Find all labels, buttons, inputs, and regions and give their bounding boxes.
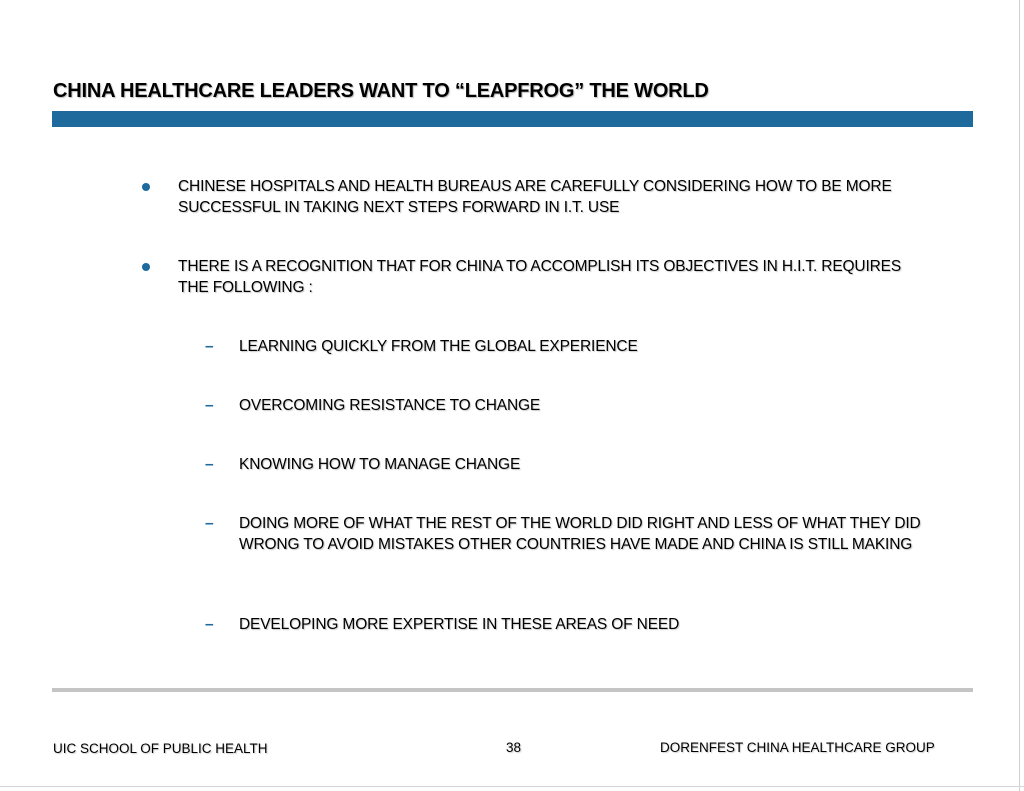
dash-icon: –: [205, 338, 214, 355]
dash-icon: –: [205, 456, 214, 473]
slide-title: CHINA HEALTHCARE LEADERS WANT TO “LEAPFROG” THE WORLD: [53, 80, 709, 102]
footer-left-text: UIC SCHOOL OF PUBLIC HEALTH: [53, 741, 268, 756]
sub-bullet-text: OVERCOMING RESISTANCE TO CHANGE: [239, 397, 541, 414]
sub-bullet-text: LEARNING QUICKLY FROM THE GLOBAL EXPERIENCE: [239, 338, 638, 355]
bullet-text: CHINESE HOSPITALS AND HEALTH BUREAUS ARE CAREFULLY CONSIDERING HOW TO BE MORE SUCCESSFUL IN TAKING NEXT STEPS FORWARD IN I.T. USE: [178, 178, 892, 216]
page-number: 38: [506, 740, 522, 755]
slide-edge-right: [1019, 0, 1020, 791]
dash-icon: –: [205, 397, 214, 414]
footer-right-text: DORENFEST CHINA HEALTHCARE GROUP: [660, 740, 935, 755]
bullet-dot-icon: [142, 263, 150, 271]
dash-icon: –: [205, 616, 214, 633]
dash-icon: –: [205, 515, 214, 532]
sub-bullet-text: DOING MORE OF WHAT THE REST OF THE WORLD DID RIGHT AND LESS OF WHAT THEY DID WRONG TO AVOID MISTAKES OTHER COUNTRIES HAVE MADE AND CHINA IS STILL MAKING: [239, 515, 921, 553]
sub-bullet-text: DEVELOPING MORE EXPERTISE IN THESE AREAS OF NEED: [239, 616, 680, 633]
sub-bullet-text: KNOWING HOW TO MANAGE CHANGE: [239, 456, 521, 473]
bullet-text: THERE IS A RECOGNITION THAT FOR CHINA TO ACCOMPLISH ITS OBJECTIVES IN H.I.T. REQUIRES THE FOLLOWING :: [178, 258, 902, 296]
footer-divider: [52, 688, 973, 692]
title-accent-bar: [52, 111, 973, 127]
bullet-dot-icon: [142, 183, 150, 191]
slide-edge-bottom: [0, 786, 1024, 787]
